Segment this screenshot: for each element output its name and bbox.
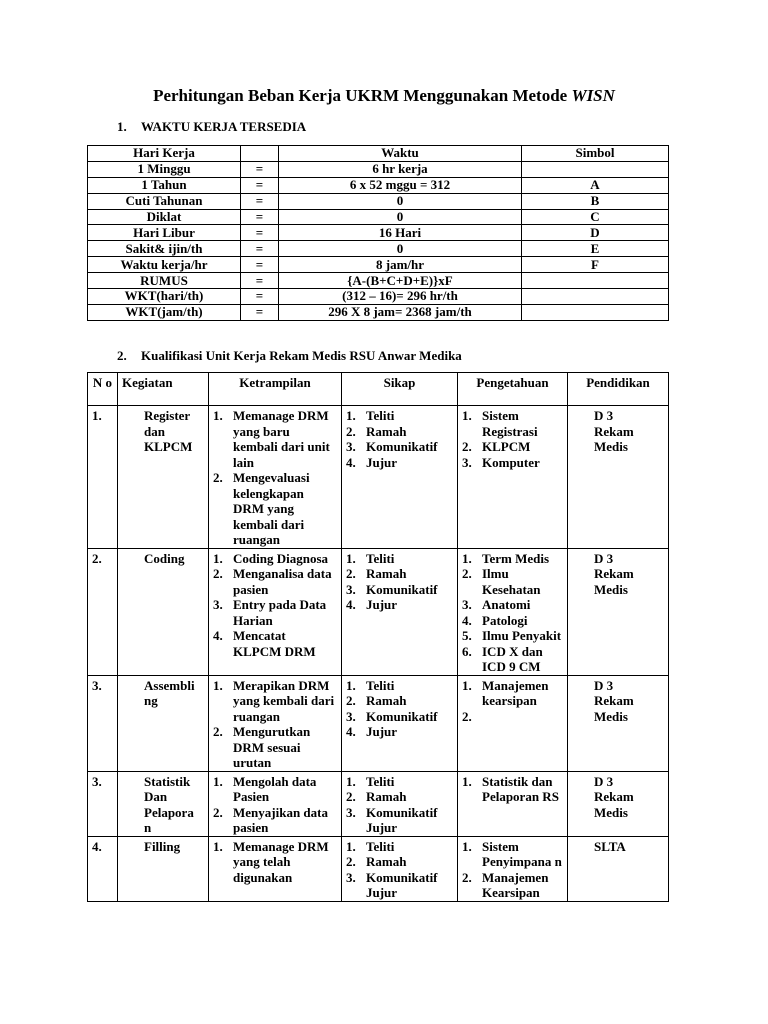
table-header-cell: N o bbox=[88, 373, 118, 406]
table-cell: D bbox=[522, 225, 669, 241]
list-item bbox=[213, 597, 337, 628]
list-number: 2. bbox=[462, 708, 472, 724]
table-cell bbox=[522, 289, 669, 305]
row-number: 3. bbox=[88, 771, 118, 836]
list-number: 3. bbox=[346, 581, 356, 597]
table-row bbox=[88, 257, 669, 273]
section-heading-1: 1. WAKTU KERJA TERSEDIA bbox=[117, 119, 307, 134]
list-text: Jujur bbox=[366, 597, 398, 612]
kegiatan-text: Statistik Dan Pelapora n bbox=[144, 773, 194, 835]
list-number: 2. bbox=[462, 439, 472, 454]
table-header-cell bbox=[241, 146, 279, 162]
list-item bbox=[346, 678, 453, 694]
table-row bbox=[88, 406, 669, 549]
list-text: Statistik dan Pelaporan RS bbox=[482, 773, 559, 804]
qualification-table bbox=[87, 372, 669, 902]
list-text: Manajemen kearsipan bbox=[482, 677, 549, 708]
list-text: Teliti bbox=[366, 408, 395, 423]
list-number: 1. bbox=[462, 838, 472, 854]
pendidikan-text: D 3 Rekam Medis bbox=[594, 550, 634, 597]
list-item bbox=[346, 774, 453, 790]
numbered-list bbox=[213, 408, 337, 548]
list-text: Menganalisa data pasien bbox=[233, 566, 332, 597]
list-text: Mengolah data Pasien bbox=[233, 773, 317, 804]
numbered-list bbox=[213, 678, 337, 771]
list-number: 1. bbox=[462, 550, 472, 566]
pendidikan-text: D 3 Rekam Medis bbox=[594, 773, 634, 820]
list-number: 1. bbox=[346, 550, 356, 566]
kegiatan-cell bbox=[118, 548, 209, 675]
table-cell bbox=[342, 836, 458, 901]
list-text: Ramah bbox=[366, 423, 407, 439]
list-item bbox=[213, 839, 337, 886]
table-header-cell: Sikap bbox=[342, 373, 458, 406]
table-cell: = bbox=[241, 241, 279, 257]
table-row bbox=[88, 304, 669, 320]
table-cell: 6 x 52 mggu = 312 bbox=[279, 177, 522, 193]
section-heading-2: 2. Kualifikasi Unit Kerja Rekam Medis RSU Anwar Medika bbox=[117, 348, 462, 363]
pendidikan-cell bbox=[568, 771, 669, 836]
table-cell: A bbox=[522, 177, 669, 193]
row-number: 1. bbox=[88, 406, 118, 549]
table-cell: WKT(hari/th) bbox=[88, 289, 241, 305]
table-cell bbox=[522, 161, 669, 177]
list-number: 4. bbox=[462, 612, 472, 628]
table-cell: WKT(jam/th) bbox=[88, 304, 241, 320]
list-number: 4. bbox=[346, 724, 356, 739]
list-number: 4. bbox=[213, 628, 223, 643]
list-number: 1. bbox=[462, 677, 472, 693]
list-number: 1. bbox=[213, 773, 223, 789]
list-number: 2. bbox=[462, 566, 472, 581]
list-item bbox=[213, 805, 337, 836]
table-row bbox=[88, 193, 669, 209]
table-cell bbox=[342, 675, 458, 771]
table-cell bbox=[342, 548, 458, 675]
table-row bbox=[88, 771, 669, 836]
list-number: 2. bbox=[346, 693, 356, 708]
list-number: 1. bbox=[213, 550, 223, 566]
list-text: Mengurutkan DRM sesuai urutan bbox=[233, 724, 311, 770]
list-text: Memanage DRM yang baru kembali dari unit lain bbox=[233, 408, 330, 470]
pendidikan-text: D 3 Rekam Medis bbox=[594, 408, 634, 454]
kegiatan-text: Coding bbox=[144, 550, 185, 566]
list-item bbox=[346, 789, 453, 805]
list-item bbox=[462, 628, 563, 644]
list-text: Komunikatif bbox=[366, 581, 438, 597]
list-item bbox=[462, 597, 563, 613]
list-item bbox=[462, 455, 563, 471]
list-number: 2. bbox=[213, 804, 223, 820]
pendidikan-text: D 3 Rekam Medis bbox=[594, 677, 634, 724]
list-number: 2. bbox=[213, 724, 223, 739]
list-item bbox=[346, 551, 453, 567]
table-cell: 6 hr kerja bbox=[279, 161, 522, 177]
list-text: Patologi bbox=[482, 612, 528, 628]
list-text: KLPCM bbox=[482, 439, 531, 454]
numbered-list bbox=[213, 839, 337, 886]
list-item bbox=[462, 870, 563, 901]
list-item bbox=[346, 408, 453, 424]
table-cell: 16 Hari bbox=[279, 225, 522, 241]
list-item bbox=[346, 693, 453, 709]
list-number: 6. bbox=[462, 643, 472, 659]
table-cell: 1 Minggu bbox=[88, 161, 241, 177]
list-item bbox=[213, 566, 337, 597]
numbered-list bbox=[213, 774, 337, 836]
list-text: Entry pada Data Harian bbox=[233, 597, 327, 628]
list-text: Menyajikan data pasien bbox=[233, 804, 328, 835]
table-cell bbox=[458, 836, 568, 901]
list-item bbox=[346, 709, 453, 725]
row-number: 2. bbox=[88, 548, 118, 675]
table-cell: = bbox=[241, 193, 279, 209]
list-number: 1. bbox=[213, 838, 223, 854]
table-header-row bbox=[88, 373, 669, 406]
list-text: Teliti bbox=[366, 677, 395, 693]
list-item bbox=[462, 678, 563, 709]
list-text: Manajemen Kearsipan bbox=[482, 869, 549, 900]
list-item bbox=[462, 839, 563, 870]
list-text: Memanage DRM yang telah digunakan bbox=[233, 838, 329, 885]
numbered-list bbox=[462, 678, 563, 725]
list-number: 1. bbox=[462, 773, 472, 789]
list-item bbox=[462, 774, 563, 805]
list-number: 3. bbox=[346, 869, 356, 885]
table-cell: 1 Tahun bbox=[88, 177, 241, 193]
list-number: 5. bbox=[462, 628, 472, 643]
working-time-table bbox=[87, 145, 669, 321]
table-cell: = bbox=[241, 225, 279, 241]
list-item bbox=[462, 439, 563, 455]
list-text: Komputer bbox=[482, 454, 540, 470]
table-cell: = bbox=[241, 289, 279, 305]
list-item bbox=[462, 551, 563, 567]
list-text: Mencatat KLPCM DRM bbox=[233, 628, 316, 659]
list-item bbox=[346, 839, 453, 855]
list-number: 1. bbox=[346, 838, 356, 854]
list-number: 3. bbox=[462, 597, 472, 612]
numbered-list bbox=[346, 408, 453, 470]
table-cell: = bbox=[241, 257, 279, 273]
list-item bbox=[213, 408, 337, 470]
table-cell bbox=[458, 406, 568, 549]
numbered-list bbox=[346, 839, 453, 901]
table-cell bbox=[458, 548, 568, 675]
list-number: 3. bbox=[346, 439, 356, 454]
table-header-cell: Kegiatan bbox=[118, 373, 209, 406]
table-row bbox=[88, 241, 669, 257]
kegiatan-cell bbox=[118, 836, 209, 901]
table-cell bbox=[342, 771, 458, 836]
table-header-cell: Ketrampilan bbox=[209, 373, 342, 406]
table-header-cell: Waktu bbox=[279, 146, 522, 162]
list-text bbox=[482, 709, 563, 725]
list-item bbox=[346, 870, 453, 901]
table-row bbox=[88, 177, 669, 193]
list-text: Komunikatif Jujur bbox=[366, 869, 438, 900]
table-header-cell: Pengetahuan bbox=[458, 373, 568, 406]
list-text: Term Medis bbox=[482, 550, 550, 566]
list-item bbox=[346, 566, 453, 582]
list-item bbox=[213, 724, 337, 771]
list-text: Jujur bbox=[366, 724, 398, 739]
list-item bbox=[213, 628, 337, 659]
table-cell: = bbox=[241, 177, 279, 193]
list-number: 1. bbox=[346, 677, 356, 693]
table-cell: RUMUS bbox=[88, 273, 241, 289]
list-text: Coding Diagnosa bbox=[233, 550, 328, 566]
pendidikan-cell bbox=[568, 675, 669, 771]
table-cell: Diklat bbox=[88, 209, 241, 225]
kegiatan-cell bbox=[118, 771, 209, 836]
table-cell: = bbox=[241, 161, 279, 177]
list-text: Ramah bbox=[366, 789, 407, 804]
numbered-list bbox=[462, 839, 563, 901]
list-number: 2. bbox=[346, 566, 356, 581]
table-cell: {A-(B+C+D+E)}xF bbox=[279, 273, 522, 289]
list-item bbox=[213, 678, 337, 725]
list-number: 1. bbox=[462, 408, 472, 423]
table-cell: 0 bbox=[279, 209, 522, 225]
list-item bbox=[213, 470, 337, 548]
table-cell: 8 jam/hr bbox=[279, 257, 522, 273]
numbered-list bbox=[462, 551, 563, 675]
list-text: Ramah bbox=[366, 854, 407, 869]
table-row bbox=[88, 289, 669, 305]
list-number: 3. bbox=[346, 804, 356, 820]
list-item bbox=[346, 439, 453, 455]
table-row bbox=[88, 548, 669, 675]
table-header-cell: Hari Kerja bbox=[88, 146, 241, 162]
table-cell: 296 X 8 jam= 2368 jam/th bbox=[279, 304, 522, 320]
kegiatan-text: Filling bbox=[144, 838, 181, 854]
pendidikan-cell bbox=[568, 548, 669, 675]
list-text: Mengevaluasi kelengkapan DRM yang kembali dari ruangan bbox=[233, 470, 310, 547]
numbered-list bbox=[346, 774, 453, 836]
pendidikan-cell bbox=[568, 836, 669, 901]
list-text: Komunikatif bbox=[366, 439, 438, 454]
row-number: 3. bbox=[88, 675, 118, 771]
numbered-list bbox=[346, 551, 453, 613]
list-text: Anatomi bbox=[482, 597, 531, 612]
list-text: Jujur bbox=[366, 454, 398, 470]
table-header-cell: Simbol bbox=[522, 146, 669, 162]
table-row bbox=[88, 161, 669, 177]
list-item bbox=[213, 774, 337, 805]
list-text: Teliti bbox=[366, 838, 395, 854]
list-text: Sistem Registrasi bbox=[482, 408, 538, 439]
kegiatan-cell bbox=[118, 406, 209, 549]
table-cell: = bbox=[241, 273, 279, 289]
table-cell: (312 – 16)= 296 hr/th bbox=[279, 289, 522, 305]
list-text: Teliti bbox=[366, 773, 395, 789]
table-cell: Cuti Tahunan bbox=[88, 193, 241, 209]
numbered-list bbox=[346, 678, 453, 740]
table-row bbox=[88, 836, 669, 901]
table-cell: F bbox=[522, 257, 669, 273]
table-cell: = bbox=[241, 209, 279, 225]
list-item bbox=[346, 455, 453, 471]
table-row bbox=[88, 273, 669, 289]
table-header-cell: Pendidikan bbox=[568, 373, 669, 406]
table-cell bbox=[458, 771, 568, 836]
list-item bbox=[346, 724, 453, 740]
list-item bbox=[346, 597, 453, 613]
table-cell bbox=[209, 548, 342, 675]
list-text: Ramah bbox=[366, 566, 407, 581]
list-item bbox=[213, 551, 337, 567]
table-row bbox=[88, 675, 669, 771]
table-cell bbox=[209, 771, 342, 836]
list-text: Ramah bbox=[366, 693, 407, 708]
list-item bbox=[346, 424, 453, 440]
list-item bbox=[462, 408, 563, 439]
table-cell: 0 bbox=[279, 241, 522, 257]
list-number: 2. bbox=[213, 566, 223, 581]
list-number: 3. bbox=[346, 708, 356, 724]
list-text: Merapikan DRM yang kembali dari ruangan bbox=[233, 677, 335, 724]
list-number: 2. bbox=[346, 789, 356, 804]
list-number: 1. bbox=[346, 773, 356, 789]
list-item bbox=[462, 613, 563, 629]
list-item bbox=[462, 644, 563, 675]
kegiatan-text: Register dan KLPCM bbox=[144, 408, 193, 454]
table-row bbox=[88, 225, 669, 241]
table-cell bbox=[209, 675, 342, 771]
table-cell: Hari Libur bbox=[88, 225, 241, 241]
list-number: 1. bbox=[346, 408, 356, 423]
list-item bbox=[346, 854, 453, 870]
list-number: 4. bbox=[346, 597, 356, 612]
list-text: Komunikatif Jujur bbox=[366, 804, 438, 835]
kegiatan-text: Assembli ng bbox=[144, 677, 195, 708]
list-number: 2. bbox=[346, 423, 356, 439]
table-cell: B bbox=[522, 193, 669, 209]
table-cell bbox=[522, 304, 669, 320]
list-item bbox=[346, 582, 453, 598]
list-item bbox=[462, 566, 563, 597]
list-number: 2. bbox=[462, 869, 472, 885]
list-text: Sistem Penyimpana n bbox=[482, 838, 562, 869]
table-cell: E bbox=[522, 241, 669, 257]
list-number: 2. bbox=[213, 470, 223, 485]
row-number: 4. bbox=[88, 836, 118, 901]
table-cell bbox=[209, 406, 342, 549]
list-number: 1. bbox=[213, 677, 223, 693]
pendidikan-cell bbox=[568, 406, 669, 549]
table-cell bbox=[209, 836, 342, 901]
numbered-list bbox=[462, 408, 563, 470]
table-cell bbox=[458, 675, 568, 771]
table-row bbox=[88, 209, 669, 225]
numbered-list bbox=[213, 551, 337, 660]
table-cell bbox=[342, 406, 458, 549]
list-text: Ilmu Penyakit bbox=[482, 628, 562, 643]
table-cell: C bbox=[522, 209, 669, 225]
table-cell: 0 bbox=[279, 193, 522, 209]
list-item bbox=[346, 805, 453, 836]
table-cell: Sakit& ijin/th bbox=[88, 241, 241, 257]
list-number: 3. bbox=[213, 597, 223, 612]
list-text: Komunikatif bbox=[366, 708, 438, 724]
list-item bbox=[462, 709, 563, 725]
list-number: 4. bbox=[346, 454, 356, 470]
kegiatan-cell bbox=[118, 675, 209, 771]
list-number: 1. bbox=[213, 408, 223, 423]
page-title: Perhitungan Beban Kerja UKRM Menggunakan Metode WISN bbox=[153, 86, 615, 105]
list-number: 3. bbox=[462, 454, 472, 470]
numbered-list bbox=[462, 774, 563, 805]
list-text: Teliti bbox=[366, 550, 395, 566]
table-cell: = bbox=[241, 304, 279, 320]
table-cell: Waktu kerja/hr bbox=[88, 257, 241, 273]
list-number: 2. bbox=[346, 854, 356, 869]
table-header-row bbox=[88, 146, 669, 162]
pendidikan-text: SLTA bbox=[594, 838, 626, 854]
list-text: Ilmu Kesehatan bbox=[482, 566, 541, 597]
list-text: ICD X dan ICD 9 CM bbox=[482, 643, 543, 674]
table-cell bbox=[522, 273, 669, 289]
